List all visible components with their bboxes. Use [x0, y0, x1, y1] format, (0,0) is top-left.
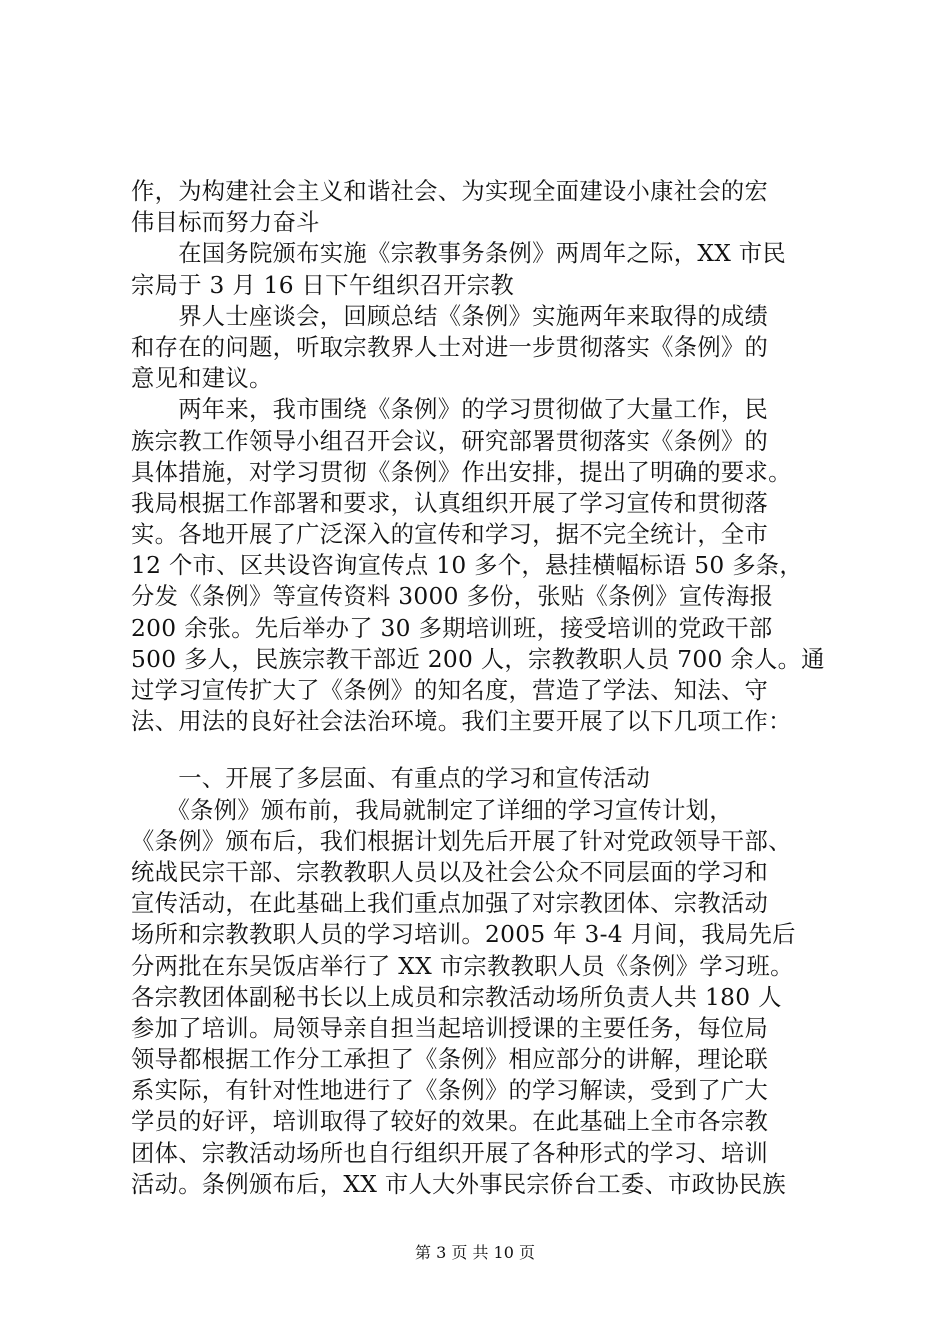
text-line: 界人士座谈会，回顾总结《条例》实施两年来取得的成绩: [131, 302, 769, 330]
text-line: 过学习宣传扩大了《条例》的知名度，营造了学法、知法、守: [131, 677, 769, 704]
text-line: 作，为构建社会主义和谐社会、为实现全面建设小康社会的宏: [131, 178, 769, 205]
text-line: 具体措施，对学习贯彻《条例》作出安排，提出了明确的要求。: [131, 458, 792, 486]
section-heading: 一、开展了多层面、有重点的学习和宣传活动: [131, 765, 651, 793]
text-line: 伟目标而努力奋斗: [131, 209, 320, 237]
text-line: 宣传活动，在此基础上我们重点加强了对宗教团体、宗教活动: [131, 890, 769, 918]
text-line: 实。各地开展了广泛深入的宣传和学习，据不完全统计，全市: [131, 521, 769, 549]
text-line: 场所和宗教教职人员的学习培训。2005 年 3-4 月间，我局先后: [131, 921, 796, 949]
text-line: 学员的好评，培训取得了较好的效果。在此基础上全市各宗教: [131, 1108, 769, 1136]
text-line: 族宗教工作领导小组召开会议，研究部署贯彻落实《条例》的: [131, 427, 769, 455]
text-line: 法、用法的良好社会法治环境。我们主要开展了以下几项工作：: [131, 708, 792, 736]
text-line: 宗局于 3 月 16 日下午组织召开宗教: [131, 271, 514, 299]
text-line: 分发《条例》等宣传资料 3000 多份，张贴《条例》宣传海报: [131, 583, 774, 611]
paragraph-gap: [131, 737, 831, 763]
text-line: 系实际，有针对性地进行了《条例》的学习解读，受到了广大: [131, 1077, 769, 1105]
text-line: 领导都根据工作分工承担了《条例》相应部分的讲解，理论联: [131, 1046, 769, 1074]
text-line: 500 多人，民族宗教干部近 200 人，宗教教职人员 700 余人。通: [131, 645, 825, 673]
text-line: 团体、宗教活动场所也自行组织开展了各种形式的学习、培训: [131, 1139, 769, 1167]
text-line: 我局根据工作部署和要求，认真组织开展了学习宣传和贯彻落: [131, 489, 769, 517]
text-line: 意见和建议。: [131, 365, 273, 393]
text-line: 两年来，我市围绕《条例》的学习贯彻做了大量工作，民: [131, 396, 769, 424]
body-text: [131, 176, 831, 1200]
text-line: 《条例》颁布后，我们根据计划先后开展了针对党政领导干部、: [131, 827, 792, 855]
text-line: 各宗教团体副秘书长以上成员和宗教活动场所负责人共 180 人: [131, 983, 782, 1011]
text-line: 《条例》颁布前，我局就制定了详细的学习宣传计划，: [131, 796, 733, 824]
text-line: 统战民宗干部、宗教教职人员以及社会公众不同层面的学习和: [131, 858, 769, 886]
text-line: 分两批在东吴饭店举行了 XX 市宗教教职人员《条例》学习班。: [131, 952, 794, 980]
text-line: 活动。条例颁布后，XX 市人大外事民宗侨台工委、市政协民族: [131, 1170, 786, 1198]
text-line: 200 余张。先后举办了 30 多期培训班，接受培训的党政干部: [131, 614, 773, 642]
text-line: 在国务院颁布实施《宗教事务条例》两周年之际，XX 市民: [131, 240, 786, 268]
text-line: 和存在的问题，听取宗教界人士对进一步贯彻落实《条例》的: [131, 333, 769, 361]
text-line: 参加了培训。局领导亲自担当起培训授课的主要任务，每位局: [131, 1014, 769, 1042]
text-line: 12 个市、区共设咨询宣传点 10 多个，悬挂横幅标语 50 多条，: [131, 552, 803, 580]
page-footer: [0, 1243, 950, 1263]
page-number-label: 第 3 页 共 10 页: [415, 1243, 535, 1262]
